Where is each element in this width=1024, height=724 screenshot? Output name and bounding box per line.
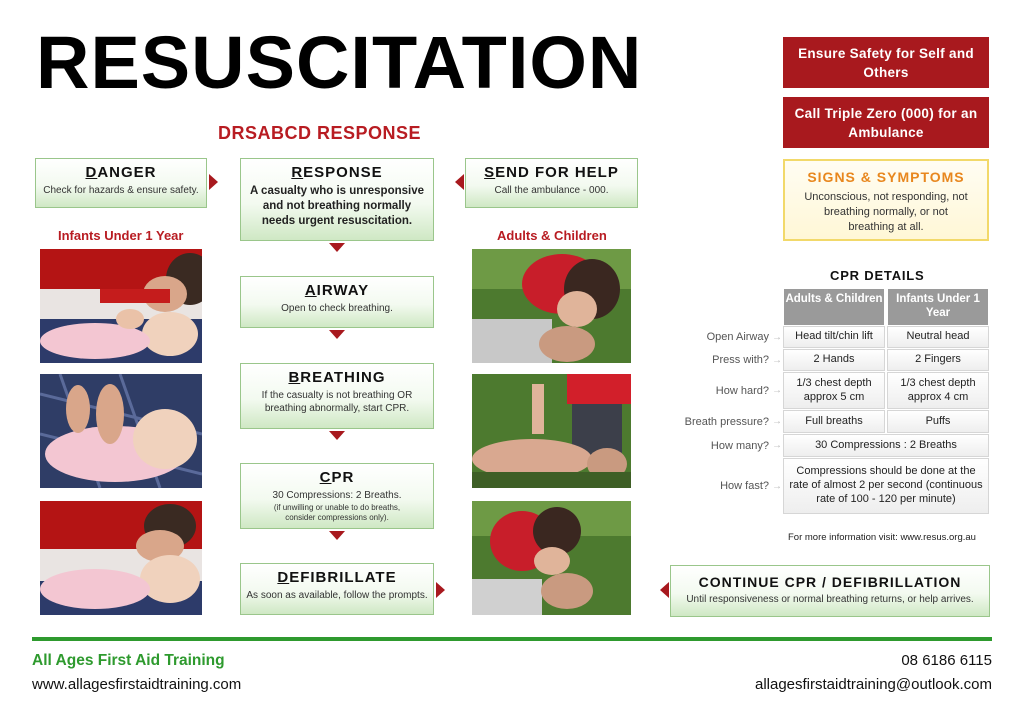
cell-adults: Head tilt/chin lift xyxy=(783,326,885,348)
org-name: All Ages First Aid Training xyxy=(32,652,225,669)
step-breathing-heading: BREATHING xyxy=(288,369,386,386)
row-label: How fast? → xyxy=(720,480,782,492)
arrow-right-icon xyxy=(436,582,445,598)
cell-both: 30 Compressions : 2 Breaths xyxy=(783,434,989,457)
row-label: Press with? → xyxy=(712,354,782,366)
cell-infants: Neutral head xyxy=(887,326,989,348)
adult-breaths-photo xyxy=(472,501,631,615)
page-subtitle: DRSABCD RESPONSE xyxy=(218,123,422,143)
adult-compressions-photo xyxy=(472,374,631,488)
step-send-desc: Call the ambulance - 000. xyxy=(494,185,609,196)
step-cpr-heading: CPR xyxy=(319,469,355,486)
step-response-heading: RESPONSE xyxy=(291,164,383,181)
infant-airway-photo xyxy=(40,249,202,363)
signs-symptoms-box xyxy=(783,159,989,241)
step-response-desc: A casualty who is unresponsive and not breathing normally needs urgent resuscitation. xyxy=(249,185,425,227)
adult-airway-photo xyxy=(472,249,631,363)
adults-label: Adults & Children xyxy=(497,228,607,243)
row-label: How hard? → xyxy=(715,384,782,397)
cell-adults: 2 Hands xyxy=(783,349,885,371)
step-airway-desc: Open to check breathing. xyxy=(281,303,393,314)
cell-adults: Full breaths xyxy=(783,410,885,433)
step-defib-desc: As soon as available, follow the prompts. xyxy=(246,590,428,601)
infant-compressions-photo xyxy=(40,374,202,488)
arrow-right-icon xyxy=(209,174,218,190)
arrow-down-icon xyxy=(329,431,345,440)
cell-infants: 2 Fingers xyxy=(887,349,989,371)
cell-infants: 1/3 chest depth approx 4 cm xyxy=(887,372,989,409)
arrow-left-icon xyxy=(660,582,669,598)
infant-breaths-photo xyxy=(40,501,202,615)
col-header-infants: Infants Under 1 Year xyxy=(887,288,989,326)
website-link[interactable]: www.allagesfirstaidtraining.com xyxy=(32,676,242,693)
ensure-safety-box: Ensure Safety for Self and Others xyxy=(783,37,989,88)
arrow-down-icon xyxy=(329,531,345,540)
email-link[interactable]: allagesfirstaidtraining@outlook.com xyxy=(754,676,992,693)
step-airway xyxy=(240,276,434,328)
arrow-down-icon xyxy=(329,243,345,252)
step-danger-desc: Check for hazards & ensure safety. xyxy=(43,185,199,196)
row-label: How many? → xyxy=(710,439,782,452)
row-label: Breath pressure? → xyxy=(684,415,782,428)
cell-both: Compressions should be done at the rate of almost 2 per second (continuous rate of 100 - 120 per minute) xyxy=(783,458,989,514)
more-info-link[interactable]: For more information visit: www.resus.org.au xyxy=(788,532,976,543)
step-cpr-desc: 30 Compressions: 2 Breaths. xyxy=(272,490,402,501)
step-send-for-help xyxy=(465,158,638,208)
signs-title: SIGNS & SYMPTOMS xyxy=(807,169,965,185)
footer-divider xyxy=(32,637,992,641)
infants-label: Infants Under 1 Year xyxy=(58,228,184,243)
phone-number[interactable]: 08 6186 6115 xyxy=(901,652,992,669)
step-cpr-note: (if unwilling or unable to do breaths, consider compressions only). xyxy=(273,503,401,523)
cell-infants: Puffs xyxy=(887,410,989,433)
col-header-adults: Adults & Children xyxy=(783,288,885,326)
arrow-left-icon xyxy=(455,174,464,190)
step-response xyxy=(240,158,434,241)
cell-adults: 1/3 chest depth approx 5 cm xyxy=(783,372,885,409)
step-cpr xyxy=(240,463,434,529)
continue-heading: CONTINUE CPR / DEFIBRILLATION xyxy=(698,574,962,590)
page-title: RESUSCITATION xyxy=(36,21,643,104)
step-defib-heading: DEFIBRILLATE xyxy=(277,569,397,586)
cpr-details-title: CPR DETAILS xyxy=(830,268,925,283)
step-continue-cpr xyxy=(670,565,990,617)
step-breathing xyxy=(240,363,434,429)
arrow-down-icon xyxy=(329,330,345,339)
step-danger xyxy=(35,158,207,208)
row-label: Open Airway → xyxy=(706,331,782,343)
step-airway-heading: AIRWAY xyxy=(304,282,370,299)
step-defibrillate xyxy=(240,563,434,615)
signs-text: Unconscious, not responding, not breathing normally, or not breathing at all. xyxy=(804,191,968,233)
call-ambulance-box: Call Triple Zero (000) for an Ambulance xyxy=(783,97,989,148)
continue-desc: Until responsiveness or normal breathing returns, or help arrives. xyxy=(686,594,974,605)
step-danger-heading: DANGER xyxy=(85,164,157,181)
step-send-heading: SEND FOR HELP xyxy=(484,164,619,181)
step-breathing-desc: If the casualty is not breathing OR breathing abnormally, start CPR. xyxy=(261,390,413,414)
